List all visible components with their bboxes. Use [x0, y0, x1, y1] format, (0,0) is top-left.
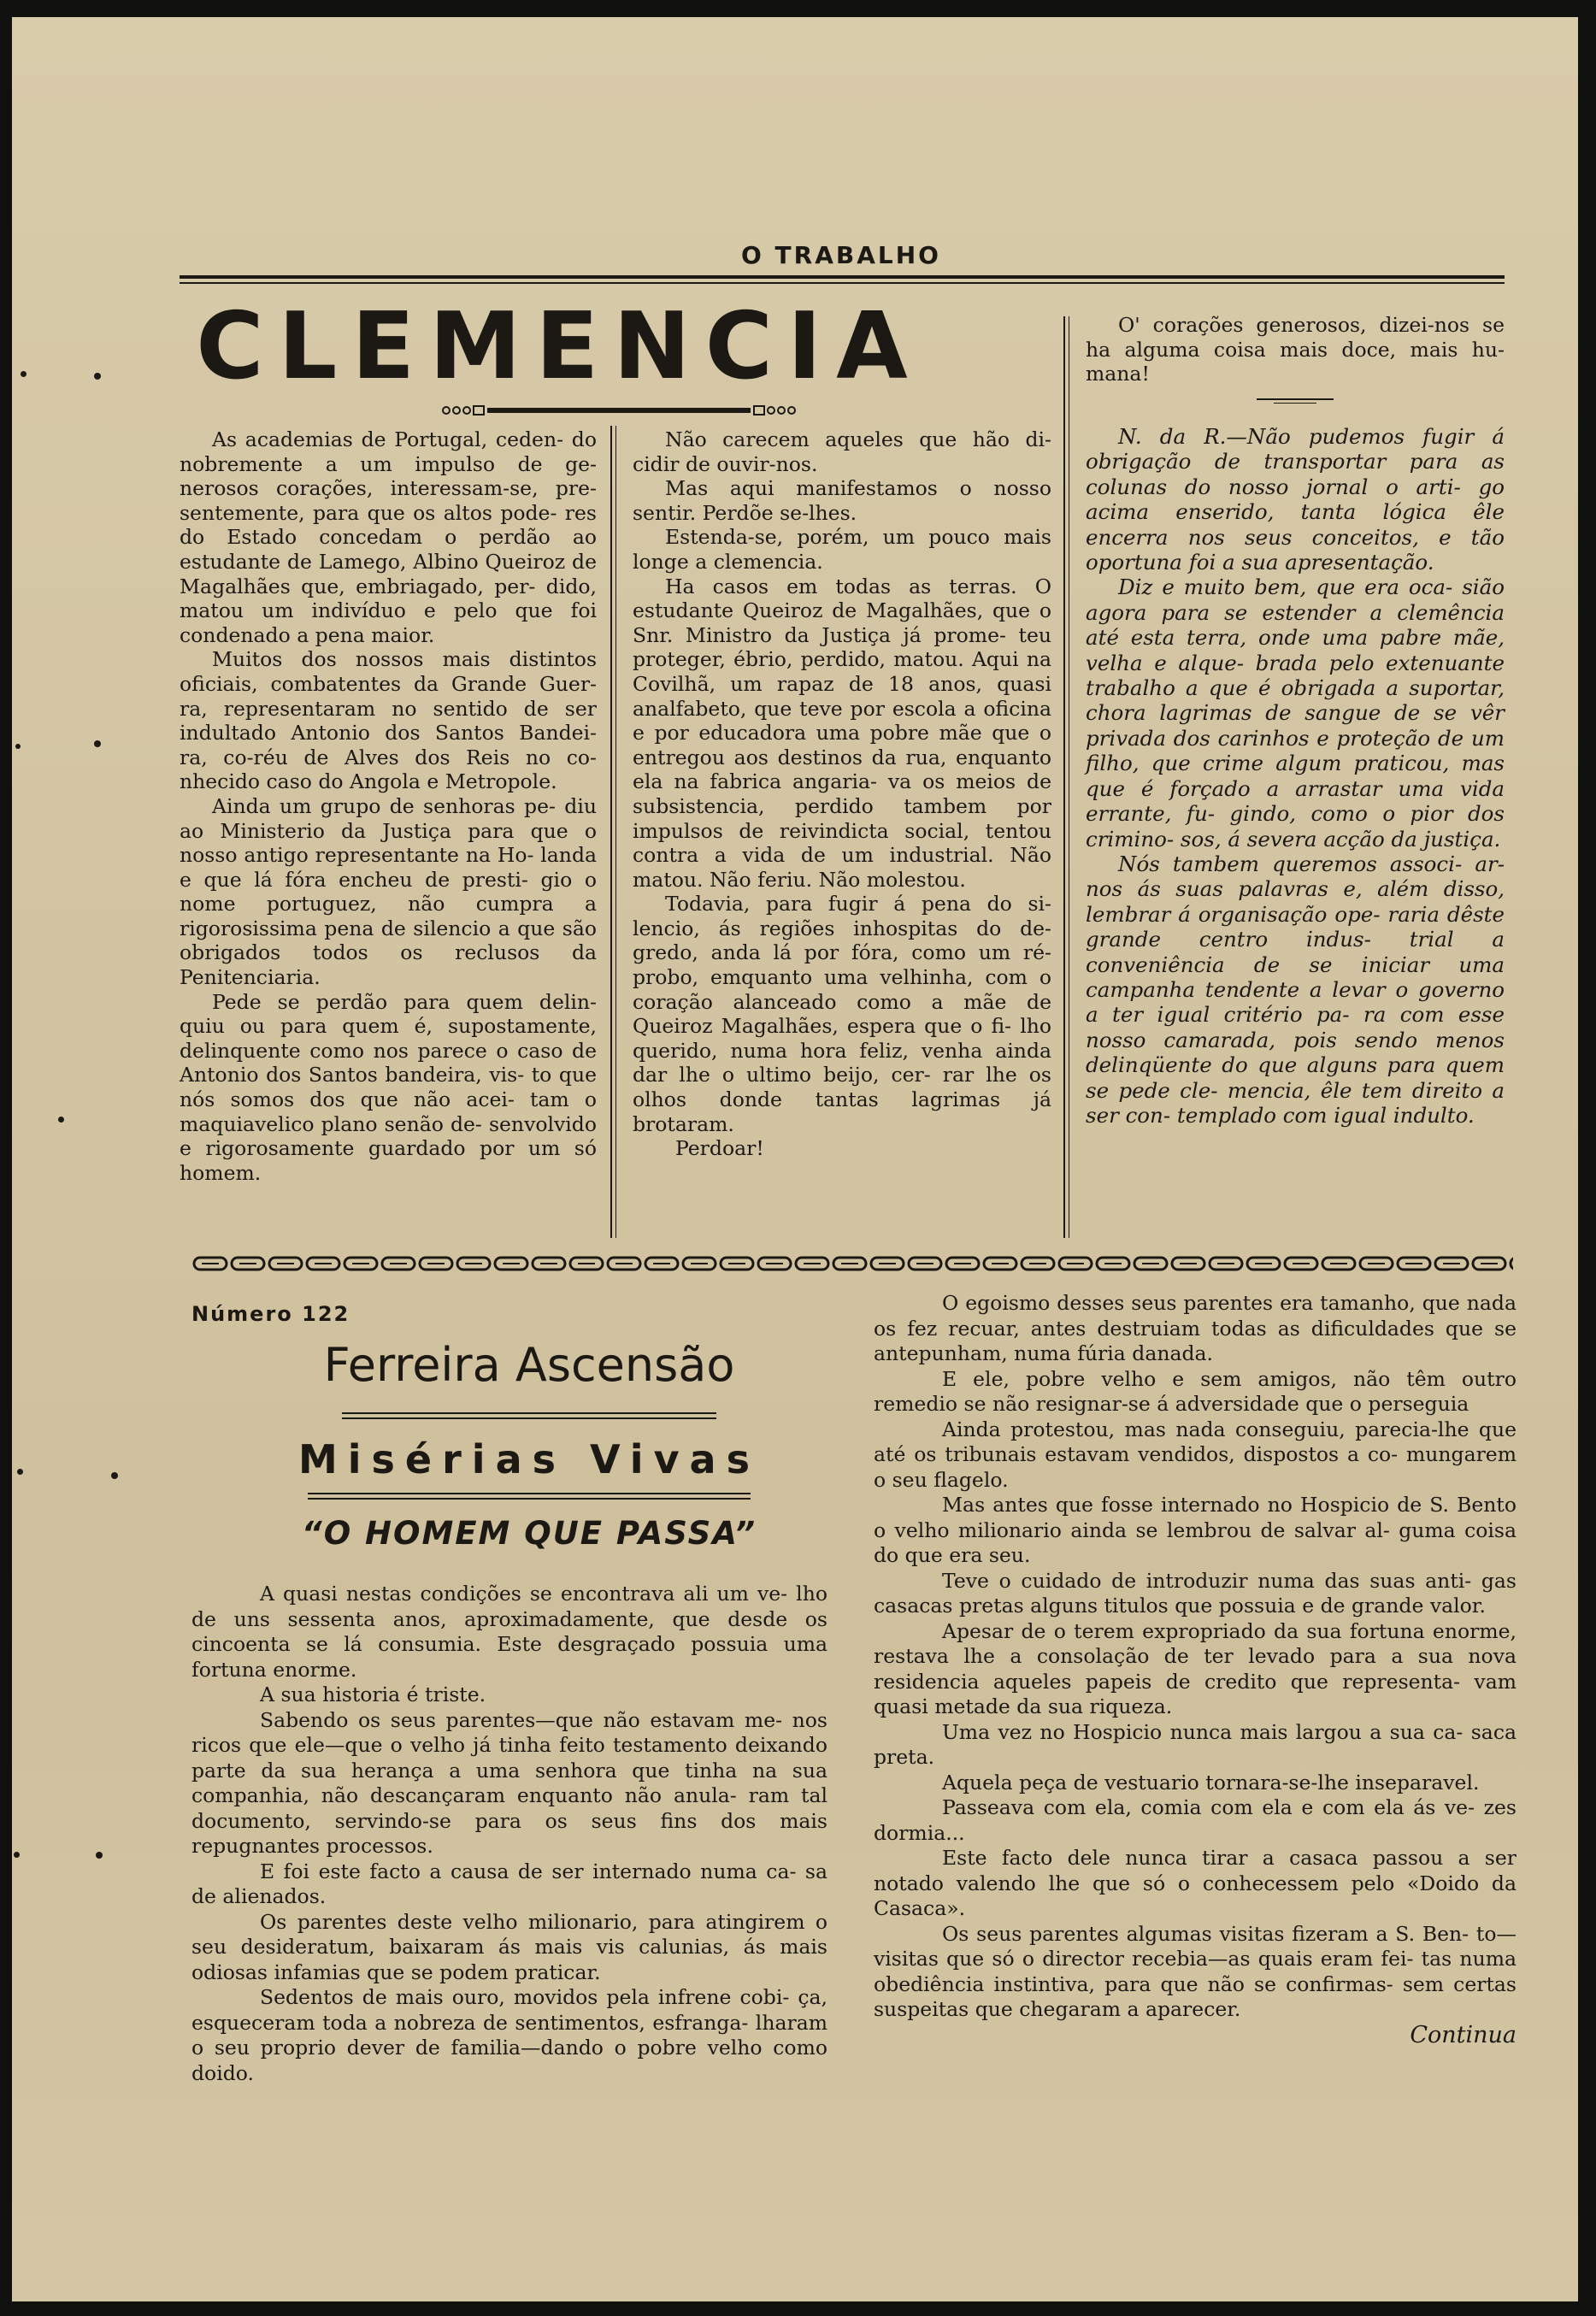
paragraph: Mas antes que fosse internado no Hospicio de S. Bento o velho milionario ainda se lembrou de salvar al- guma coisa do que era seu. — [874, 1493, 1516, 1567]
issue-number: Número 122 — [191, 1302, 350, 1326]
paragraph: Perdoar! — [675, 1136, 764, 1161]
binding-hole — [14, 1852, 20, 1858]
paragraph: E foi este facto a causa de ser internado numa ca- sa de alienados. — [191, 1859, 827, 1908]
paragraph: Nós tambem queremos associ- ar-nos ás suas palavras e, além disso, lembrar á organisação ope- raria dêste grande centro indus- trial a conveniência de se iniciar uma campanha tendente a levar o governo a ter igual critério pa- ra com esse nosso camarada, pois sendo menos delinqüente do que alguns para quem se pede cle- mencia, êle tem direito a ser con- templado com igual indulto. — [1086, 851, 1505, 1128]
clemencia-column-1 — [180, 427, 597, 1185]
column-divider-2 — [1063, 316, 1065, 1238]
paragraph: Teve o cuidado de introduzir numa das suas anti- gas casacas pretas alguns titulos que possuia e de grande valor. — [874, 1568, 1516, 1618]
decorative-border-band — [191, 1253, 1513, 1274]
clemencia-column-3 — [1086, 313, 1505, 386]
author-rule-1 — [342, 1412, 716, 1414]
binding-hole — [17, 1469, 23, 1475]
masthead: O TRABALHO — [741, 241, 941, 269]
binding-hole — [15, 744, 21, 749]
paragraph: A quasi nestas condições se encontrava ali um ve- lho de uns sessenta anos, aproximadamente, que desde os cincoenta se lá consumia. Este desgraçado possuia uma fortuna enorme. — [191, 1582, 827, 1682]
series-title: Misérias Vivas — [298, 1436, 760, 1482]
continued-label: Continua — [1410, 2021, 1516, 2048]
paragraph: Todavia, para fugir á pena do si- lencio, ás regiões inhospitas do de- gredo, anda lá por fóra, como um ré- probo, emquanto uma velhinha, com o coração alanceado como a mãe de Queiroz Magalhães, espera que o fi- lho querido, numa hora feliz, venha ainda dar lhe o ultimo beijo, cer- rar lhe os olhos donde tantas lagrimas já brotaram. — [633, 892, 1051, 1136]
paragraph: O' corações generosos, dizei-nos se ha alguma coisa mais doce, mais hu- mana! — [1086, 313, 1505, 386]
paragraph: Ainda protestou, mas nada conseguiu, parecia-lhe que até os tribunais estavam vendidos, dispostos a co- mungarem o seu flagelo. — [874, 1417, 1516, 1492]
paragraph: N. da R.—Não pudemos fugir á obrigação de transportar para as colunas do nosso jornal o arti- go acima enserido, tanta lógica êle encerra nos seus conceitos, e tão oportuna foi a sua apresentação. — [1086, 424, 1505, 575]
paragraph: Muitos dos nossos mais distintos oficiais, combatentes da Grande Guer- ra, representaram no sentido de ser indultado Antonio dos Santos Bandei- ra, co-réu de Alves dos Reis no co- nhecido caso do Angola e Metropole. — [180, 647, 597, 794]
short-rule-2 — [1274, 403, 1316, 404]
paragraph: Apesar de o terem expropriado da sua fortuna enorme, restava lhe a consolação de ter levado para a sua nova residencia aqueles papeis de credito que representa- vam quasi metade da sua riqueza. — [874, 1618, 1516, 1718]
clemencia-column-2 — [633, 427, 1051, 1161]
paragraph: Aquela peça de vestuario tornara-se-lhe inseparavel. — [942, 1770, 1480, 1794]
masthead-rule-bottom — [180, 282, 1505, 284]
paragraph: E ele, pobre velho e sem amigos, não têm outro remedio se não resignar-se á adversidade que o perseguia — [874, 1366, 1516, 1416]
editors-note — [1086, 424, 1505, 1128]
binding-hole — [96, 1852, 103, 1859]
headline: CLEMENCIA — [196, 293, 922, 400]
paragraph: A sua historia é triste. — [260, 1682, 486, 1706]
paragraph: Passeava com ela, comia com ela e com ela ás ve- zes dormia... — [874, 1795, 1516, 1845]
paragraph: Sabendo os seus parentes—que não estavam me- nos ricos que ele—que o velho já tinha feito testamento deixando parte da sua herança a uma senhora que tinha na sua companhia, não descançaram enquanto não anula- ram tal documento, servindo-se para os seus fins dos mais repugnantes processos. — [191, 1707, 827, 1858]
masthead-rule-top — [180, 275, 1505, 279]
chapter-subtitle: “O HOMEM QUE PASSA” — [301, 1515, 757, 1552]
binding-hole — [58, 1117, 64, 1123]
short-rule — [1257, 398, 1334, 400]
series-rule-1 — [308, 1493, 751, 1494]
paragraph: As academias de Portugal, ceden- do nobremente a um impulso de ge- nerosos corações, interessam-se, pre- sentemente, para que os altos pode- res do Estado concedam o perdão ao estudante de Lamego, Albino Queiroz de Magalhães que, embriagado, per- dido, matou um indivíduo e pelo que foi condenado a pena maior. — [180, 427, 597, 647]
column-divider-1 — [610, 426, 612, 1238]
paragraph: Ainda um grupo de senhoras pe- diu ao Ministerio da Justiça para que o nosso antigo representante na Ho- landa e que lá fóra encheu de presti- gio o nome portuguez, não cumpra a rigorosissima pena de silencio a que são obrigados todos os reclusos da Penitenciaria. — [180, 793, 597, 990]
paragraph: Os seus parentes algumas visitas fizeram a S. Ben- to—visitas que só o director recebia—as quais eram fei- tas numa obediência instintiva, para que não se confirmas- sem certas suspeitas que chegaram a aparecer. — [874, 1921, 1516, 2021]
binding-hole — [21, 371, 27, 377]
binding-hole — [111, 1472, 118, 1479]
binding-hole — [94, 373, 101, 380]
headline-ornament — [439, 402, 798, 419]
paragraph: Diz e muito bem, que era oca- sião agora para se estender a clemência até esta terra, onde uma pabre mãe, velha e alque- brada pelo extenuante trabalho a que é obrigada a suportar, chora lagrimas de sangue de se vêr privada dos carinhos e proteção de um filho, que crime algum praticou, mas que é forçado a arrastar uma vida errante, fu- gindo, como o pior dos crimino- sos, á severa acção da justiça. — [1086, 575, 1505, 852]
paragraph: Não carecem aqueles que hão di- cidir de ouvir-nos. — [633, 427, 1051, 476]
serial-right-column — [874, 1291, 1516, 2048]
paragraph: Estenda-se, porém, um pouco mais longe a clemencia. — [633, 525, 1051, 574]
paragraph: Mas aqui manifestamos o nosso sentir. Perdõe se-lhes. — [633, 476, 1051, 525]
paragraph: Ha casos em todas as terras. O estudante Queiroz de Magalhães, que o Snr. Ministro da Justiça já prome- teu proteger, ébrio, perdido, matou. Aqui na Covilhã, um rapaz de 18 anos, quasi analfabeto, que teve por escola a oficina e por educadora uma pobre mãe que o entregou aos destinos da rua, enquanto ela na fabrica angaria- va os meios de subsistencia, perdido tambem por impulsos de reivindicta social, tentou contra a vida de um industrial. Não matou. Não feriu. Não molestou. — [633, 574, 1051, 892]
binding-hole — [94, 740, 101, 747]
paragraph: Este facto dele nunca tirar a casaca passou a ser notado valendo lhe que só o conhecessem pelo «Doido da Casaca». — [874, 1846, 1516, 1920]
column-divider-1b — [615, 426, 616, 1238]
author-rule-2 — [342, 1417, 716, 1419]
author-name: Ferreira Ascensão — [323, 1338, 735, 1392]
serial-left-column — [191, 1582, 827, 2086]
paragraph: Sedentos de mais ouro, movidos pela infrene cobi- ça, esqueceram toda a nobreza de sentimentos, esfranga- lharam o seu proprio dever de familia—dando o pobre velho como doido. — [191, 1985, 827, 2085]
paragraph: Pede se perdão para quem delin- quiu ou para quem é, supostamente, delinquente como nos parece o caso de Antonio dos Santos bandeira, vis- to que nós somos dos que não acei- tam o maquiavelico plano senão de- senvolvido e rigorosamente guardado por um só homem. — [180, 989, 597, 1185]
series-rule-2 — [308, 1498, 751, 1500]
paragraph: Os parentes deste velho milionario, para atingirem o seu desideratum, baixaram ás mais vis calunias, ás mais odiosas infamias que se podem praticar. — [191, 1909, 827, 1984]
newspaper-sheet — [12, 17, 1578, 2301]
paragraph: O egoismo desses seus parentes era tamanho, que nada os fez recuar, antes destruiam todas as dificuldades que se antepunham, numa fúria danada. — [874, 1291, 1516, 1365]
paragraph: Uma vez no Hospicio nunca mais largou a sua ca- saca preta. — [874, 1719, 1516, 1769]
